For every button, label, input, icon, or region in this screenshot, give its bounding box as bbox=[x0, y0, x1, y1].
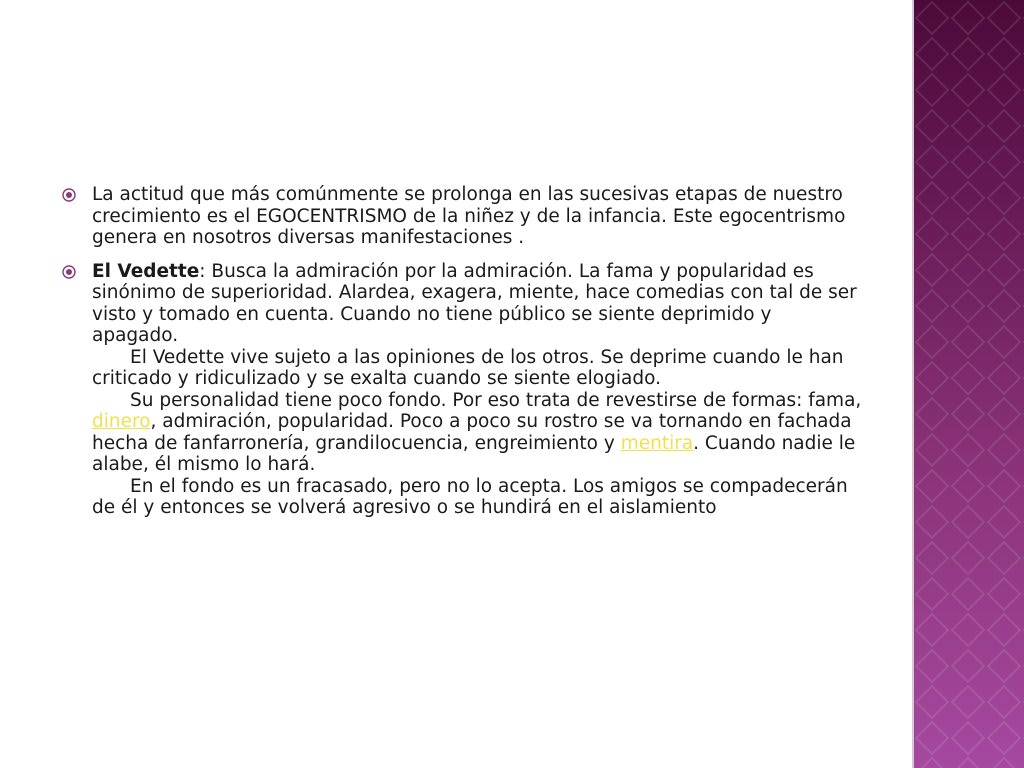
vedette-p2: El Vedette vive sujeto a las opiniones de los otros. Se deprime cuando le han criticado y ridiculizado y se exalta cuando se siente elogiado. bbox=[92, 346, 844, 389]
target-bullet-icon bbox=[62, 265, 76, 279]
vedette-intro bbox=[92, 261, 862, 347]
decorative-side-band bbox=[912, 0, 1024, 768]
vedette-title: El Vedette bbox=[92, 260, 200, 282]
diamond-pattern bbox=[914, 0, 1024, 768]
vedette-p3-a: Su personalidad tiene poco fondo. Por eso trata de revestirse de formas: fama, bbox=[130, 389, 862, 411]
bullet-item-egocentrismo bbox=[62, 184, 862, 249]
target-bullet-icon bbox=[62, 188, 76, 202]
bullet-item-vedette bbox=[62, 261, 862, 519]
link-dinero[interactable]: dinero bbox=[92, 411, 151, 432]
vedette-colon: : bbox=[199, 260, 206, 282]
vedette-p3 bbox=[92, 390, 862, 476]
slide-body bbox=[62, 184, 862, 531]
link-mentira[interactable]: mentira bbox=[620, 432, 694, 454]
vedette-p4: En el fondo es un fracasado, pero no lo acepta. Los amigos se compadecerán de él y entonces se volverá agresivo o se hundirá en el aislamiento bbox=[92, 475, 848, 518]
vedette-p1: Busca la admiración por la admiración. La fama y popularidad es sinónimo de superioridad. Alardea, exagera, miente, hace comedias con tal de ser visto y tomado en cuenta. Cuando no tiene público se siente deprimido y apagado. bbox=[92, 260, 857, 346]
bullet-text: La actitud que más comúnmente se prolonga en las sucesivas etapas de nuestro crecimiento es el EGOCENTRISMO de la niñez y de la infancia. Este egocentrismo genera en nosotros diversas manifestaciones . bbox=[92, 184, 846, 248]
vedette-p3-c: . Cuando nadie le alabe, él mismo lo hará. bbox=[92, 432, 856, 475]
vedette-p3-b: , admiración, popularidad. Poco a poco su rostro se va tornando en fachada hecha de fanfarronería, grandilocuencia, engreimiento y bbox=[92, 411, 852, 454]
